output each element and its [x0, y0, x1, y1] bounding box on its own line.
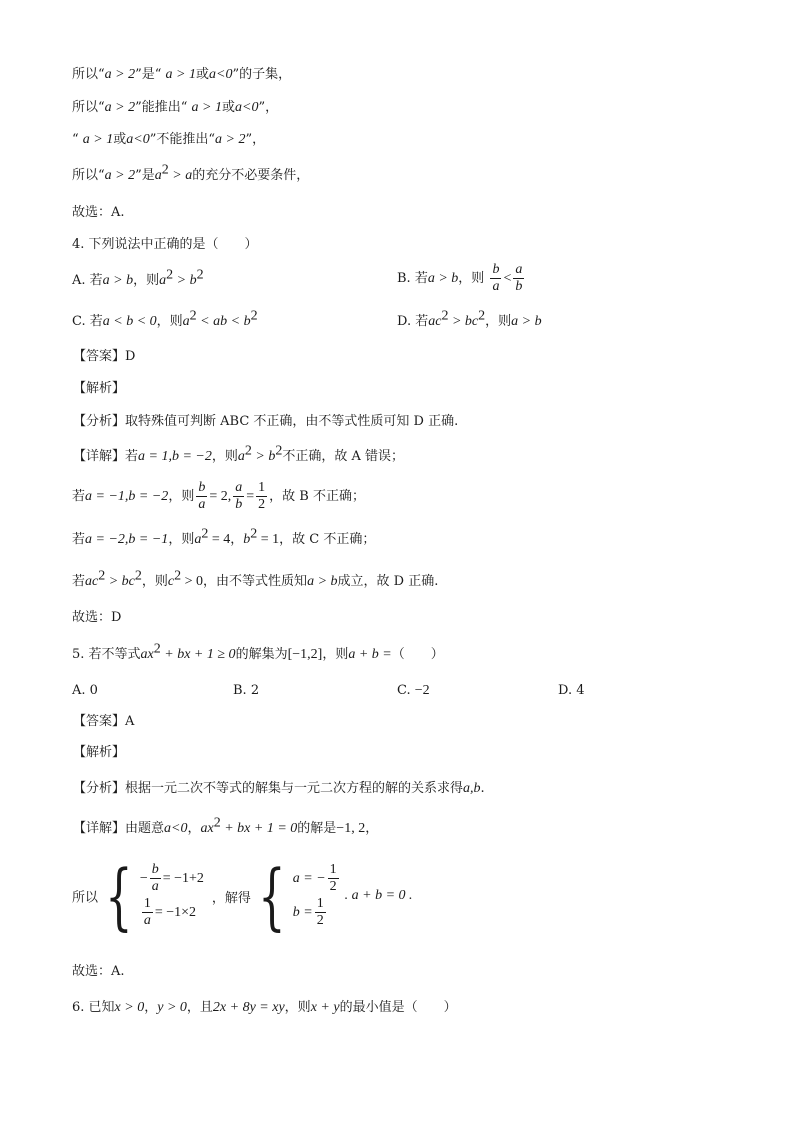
q4-analysis-tag: 【解析】 — [73, 381, 126, 396]
q4-detail-4: 若$ac^2 > bc^2$，则$c^2 > 0$，由不等式性质知a > b成立，故 D 正确. — [72, 568, 439, 589]
q4-option-c: C. 若a < b < 0，则$a^2$ < ab < $b^2$ — [72, 308, 258, 329]
prev-choice: 故选：A. — [72, 205, 125, 220]
q5-option-b: B. 2 — [233, 683, 260, 698]
q5-answer: 【答案】A — [73, 714, 135, 729]
q5-detail-1: 【详解】由题意a<0，$ax^2$ + bx + 1 = 0的解是−1, 2， — [73, 815, 379, 836]
q4-option-b: B. 若a > b，则 $\frac{b}{a}$ < $\frac{a}{b}$ — [397, 262, 523, 294]
prev-line-1: 所以“a > 2”是“ a > 1或a<0”的子集， — [72, 67, 292, 82]
q4-detail-2: 若a = −1,b = −2，则 $\frac{b}{a}$ = 2, $\frac{a}{b}$ = $\frac{1}{2}$ ，故 B 不正确； — [72, 480, 365, 512]
q5-analysis-tag: 【解析】 — [73, 745, 126, 760]
q5-stem: 5. 若不等式$ax^2$ + bx + 1 ≥ 0的解集为[−1,2]，则a + b =（ ） — [72, 641, 444, 662]
q4-answer: 【答案】D — [73, 349, 136, 364]
prev-line-2: 所以“a > 2”能推出“ a > 1或a<0”， — [72, 100, 279, 115]
q4-detail-3: 若a = −2,b = −1，则$a^2 = 4$，$b^2 = 1$，故 C 不正确； — [72, 526, 376, 547]
q5-option-c: C. −2 — [397, 683, 430, 698]
q4-fenxi: 【分析】取特殊值可判断 ABC 不正确，由不等式性质可知 D 正确. — [73, 414, 459, 429]
q5-system-2: a = − $\frac{1}{2}$ b = $\frac{1}{2}$ — [292, 862, 337, 928]
q4-stem: 4. 下列说法中正确的是（ ） — [72, 237, 258, 252]
q5-system-line: 所以{ − $\frac{b}{a}$ = −1+2 $\frac{1}{a}$ = −1×2 ，解得{ a = − $\frac{1}{2}$ b = $\frac{1}{2}$ . a + b = 0 . — [72, 854, 413, 938]
q5-choice: 故选：A. — [72, 964, 125, 979]
q4-detail-1: 【详解】若a = 1,b = −2，则$a^2 > b^2$不正确，故 A 错误； — [73, 443, 404, 464]
left-brace-icon: { — [105, 854, 133, 938]
q5-system-1: − $\frac{b}{a}$ = −1+2 $\frac{1}{a}$ = −1×2 — [139, 862, 204, 928]
q5-fenxi: 【分析】根据一元二次不等式的解集与一元二次方程的解的关系求得a,b. — [73, 781, 485, 796]
left-brace-icon: { — [258, 854, 286, 938]
prev-line-4: 所以“a > 2”是$a^2 > a$的充分不必要条件， — [72, 162, 310, 183]
prev-line-3: “ a > 1或a<0”不能推出“a > 2”， — [72, 132, 266, 147]
q4-option-a: A. 若a > b，则$a^2 > b^2$ — [72, 267, 204, 288]
q6-stem: 6. 已知x > 0，y > 0，且2x + 8y = xy，则x + y的最小值是（ ） — [72, 1000, 457, 1015]
q5-option-a: A. 0 — [72, 683, 98, 698]
q4-choice: 故选：D — [72, 610, 122, 625]
q4-option-d: D. 若$ac^2 > bc^2$，则a > b — [397, 308, 542, 329]
q5-option-d: D. 4 — [558, 683, 585, 698]
